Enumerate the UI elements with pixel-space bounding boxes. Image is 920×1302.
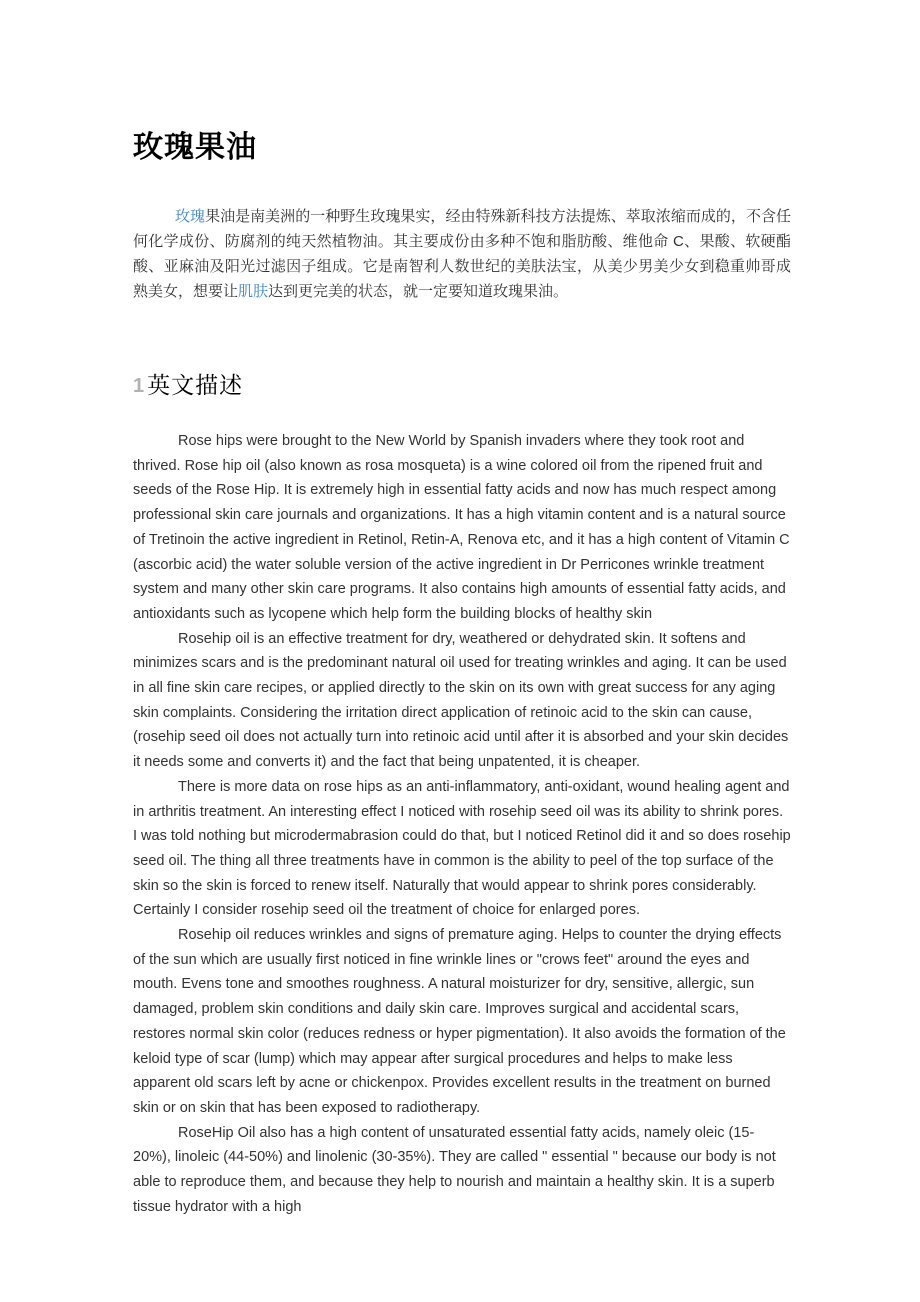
intro-text-1: 果油是南美洲的一种野生玫瑰果实，经由特殊新科技方法提炼、萃取浓缩而成的，不含任何化学成份、防腐剂的纯天然植物油。其主要成份由多种不饱和脂肪酸、维他命 C、果酸、软硬酯酸、亚麻油及阳光过滤因子组成。它是南智利人数世纪的美肤法宝，从美少男美少女到稳重帅哥成熟美女，想要让	[133, 208, 791, 300]
skin-link[interactable]: 肌肤	[238, 283, 269, 300]
article-paragraph: RoseHip Oil also has a high content of unsaturated essential fatty acids, namely oleic (15-20%), linoleic (44-50%) and linolenic (30-35%). They are called " essential " because our body is not able to reproduce them, and because they help to nourish and maintain a healthy skin. It is a superb tissue hydrator with a high	[133, 1124, 776, 1215]
section-title: 英文描述	[147, 372, 244, 398]
article-body	[133, 429, 791, 1220]
section-heading	[133, 370, 791, 401]
rose-link[interactable]: 玫瑰	[175, 208, 206, 225]
page-title: 玫瑰果油	[133, 131, 257, 164]
article-paragraph: Rose hips were brought to the New World by Spanish invaders where they took root and thrived. Rose hip oil (also known as rosa mosqueta) is a wine colored oil from the ripened fruit and seeds of the Rose Hip. It is extremely high in essential fatty acids and now has much respect among professional skin care journals and organizations. It has a high vitamin content and is a natural source of Tretinoin the active ingredient in Retinol, Retin-A, Renova etc, and it has a high content of Vitamin C (ascorbic acid) the water soluble version of the active ingredient in Dr Perricones wrinkle treatment system and many other skin care programs. It also contains high amounts of essential fatty acids, and antioxidants such as lycopene which help form the building blocks of healthy skin	[133, 433, 790, 622]
section-number: 1	[133, 375, 145, 397]
content-column	[133, 0, 791, 1220]
intro-paragraph	[133, 204, 791, 304]
article-paragraph: Rosehip oil reduces wrinkles and signs of premature aging. Helps to counter the drying effects of the sun which are usually first noticed in fine wrinkle lines or "crows feet" around the eyes and mouth. Evens tone and smoothes roughness. A natural moisturizer for dry, sensitive, allergic, sun damaged, problem skin conditions and daily skin care. Improves surgical and accidental scars, restores normal skin color (reduces redness or hyper pigmentation). It also avoids the formation of the keloid type of scar (lump) which may appear after surgical procedures and helps to make less apparent old scars left by acne or chickenpox. Provides excellent results in the treatment on burned skin or on skin that has been exposed to radiotherapy.	[133, 927, 786, 1116]
article-paragraph: Rosehip oil is an effective treatment for dry, weathered or dehydrated skin. It softens and minimizes scars and is the predominant natural oil used for treating wrinkles and aging. It can be used in all fine skin care recipes, or applied directly to the skin on its own with great success for any aging skin complaints. Considering the irritation direct application of retinoic acid to the skin can cause, (rosehip seed oil does not actually turn into retinoic acid until after it is absorbed and your skin decides it needs some and converts it) and the fact that being unpatented, it is cheaper.	[133, 630, 789, 771]
article-paragraph: There is more data on rose hips as an anti-inflammatory, anti-oxidant, wound healing agent and in arthritis treatment. An interesting effect I noticed with rosehip seed oil was its ability to shrink pores. I was told nothing but microdermabrasion could do that, but I noticed Retinol did it and so does rosehip seed oil. The thing all three treatments have in common is the ability to peel of the top surface of the skin so the skin is forced to renew itself. Naturally that would appear to shrink pores considerably. Certainly I consider rosehip seed oil the treatment of choice for enlarged pores.	[133, 778, 791, 919]
intro-text-2: 达到更完美的状态，就一定要知道玫瑰果油。	[268, 283, 569, 300]
